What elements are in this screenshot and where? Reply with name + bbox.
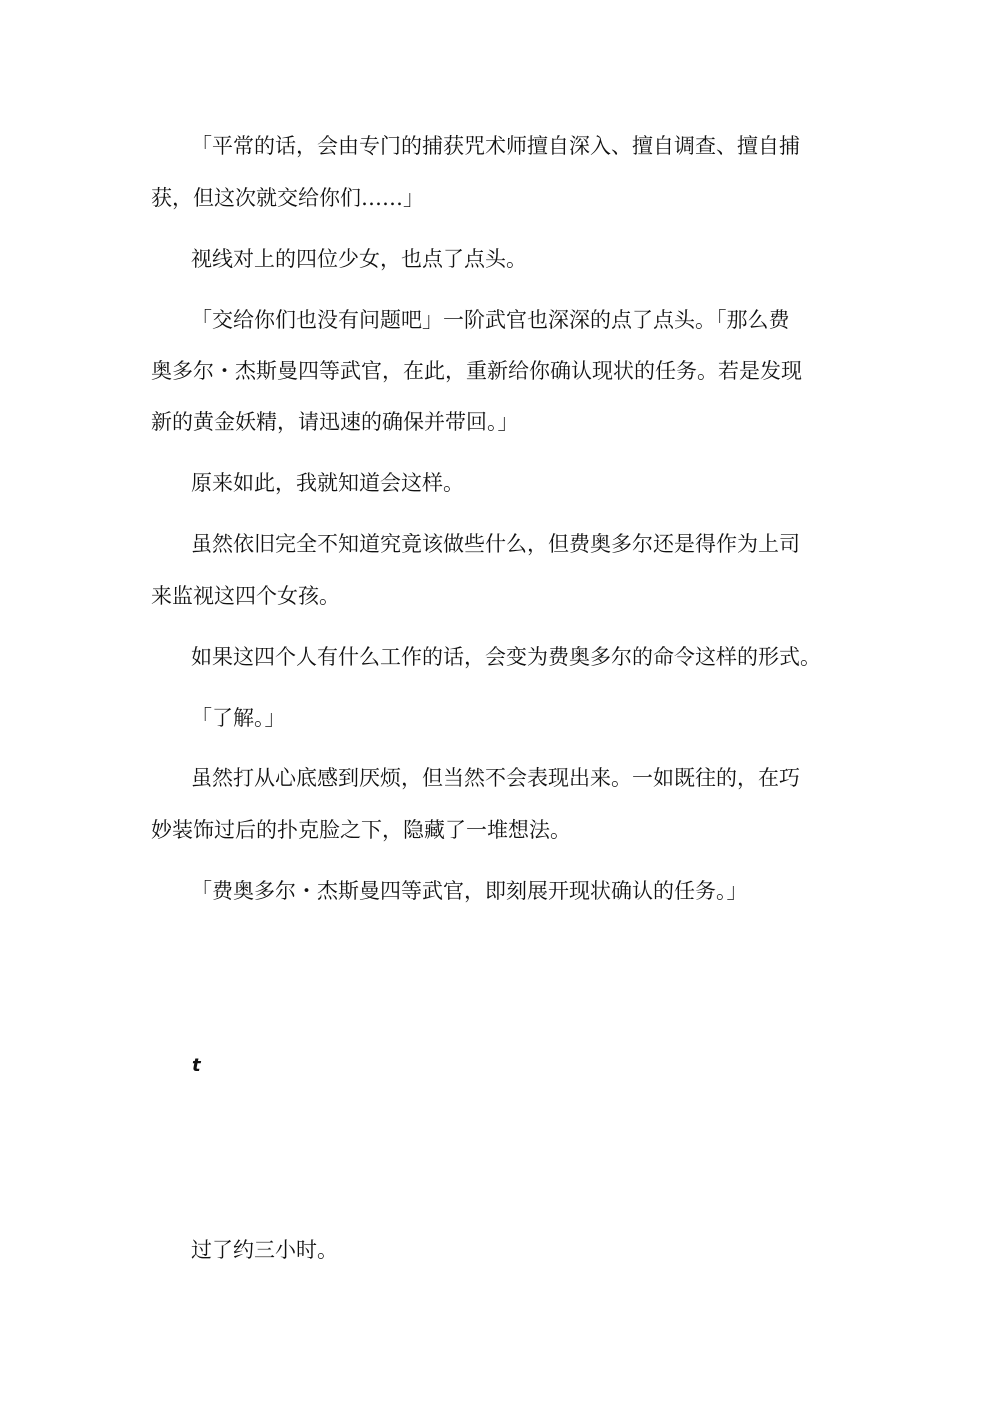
paragraph-3-line-2: 奥多尔・杰斯曼四等武官，在此，重新给你确认现状的任务。若是发现 xyxy=(151,359,802,383)
closing-line: 过了约三小时。 xyxy=(191,1238,338,1262)
paragraph-9-line-1: 「费奥多尔・杰斯曼四等武官，即刻展开现状确认的任务。」 xyxy=(191,879,748,903)
paragraph-5-line-2: 来监视这四个女孩。 xyxy=(151,584,340,608)
paragraph-6-line-1: 如果这四个人有什么工作的话，会变为费奥多尔的命令这样的形式。 xyxy=(191,645,821,669)
paragraph-3-line-1: 「交给你们也没有问题吧」一阶武官也深深的点了点头。「那么费 xyxy=(191,308,790,332)
paragraph-5-line-1: 虽然依旧完全不知道究竟该做些什么，但费奥多尔还是得作为上司 xyxy=(191,532,800,556)
paragraph-8-line-1: 虽然打从心底感到厌烦，但当然不会表现出来。一如既往的，在巧 xyxy=(191,766,800,790)
paragraph-4-line-1: 原来如此，我就知道会这样。 xyxy=(191,471,464,495)
scene-separator-mark: t xyxy=(192,1055,201,1076)
paragraph-2-line-1: 视线对上的四位少女，也点了点头。 xyxy=(191,247,527,271)
paragraph-8-line-2: 妙装饰过后的扑克脸之下，隐藏了一堆想法。 xyxy=(151,818,571,842)
paragraph-7-line-1: 「了解。」 xyxy=(191,706,286,730)
paragraph-3-line-3: 新的黄金妖精，请迅速的确保并带回。」 xyxy=(151,410,519,434)
paragraph-1-line-2: 获，但这次就交给你们……」 xyxy=(151,186,424,210)
paragraph-1-line-1: 「平常的话，会由专门的捕获咒术师擅自深入、擅自调查、擅自捕 xyxy=(191,134,800,158)
